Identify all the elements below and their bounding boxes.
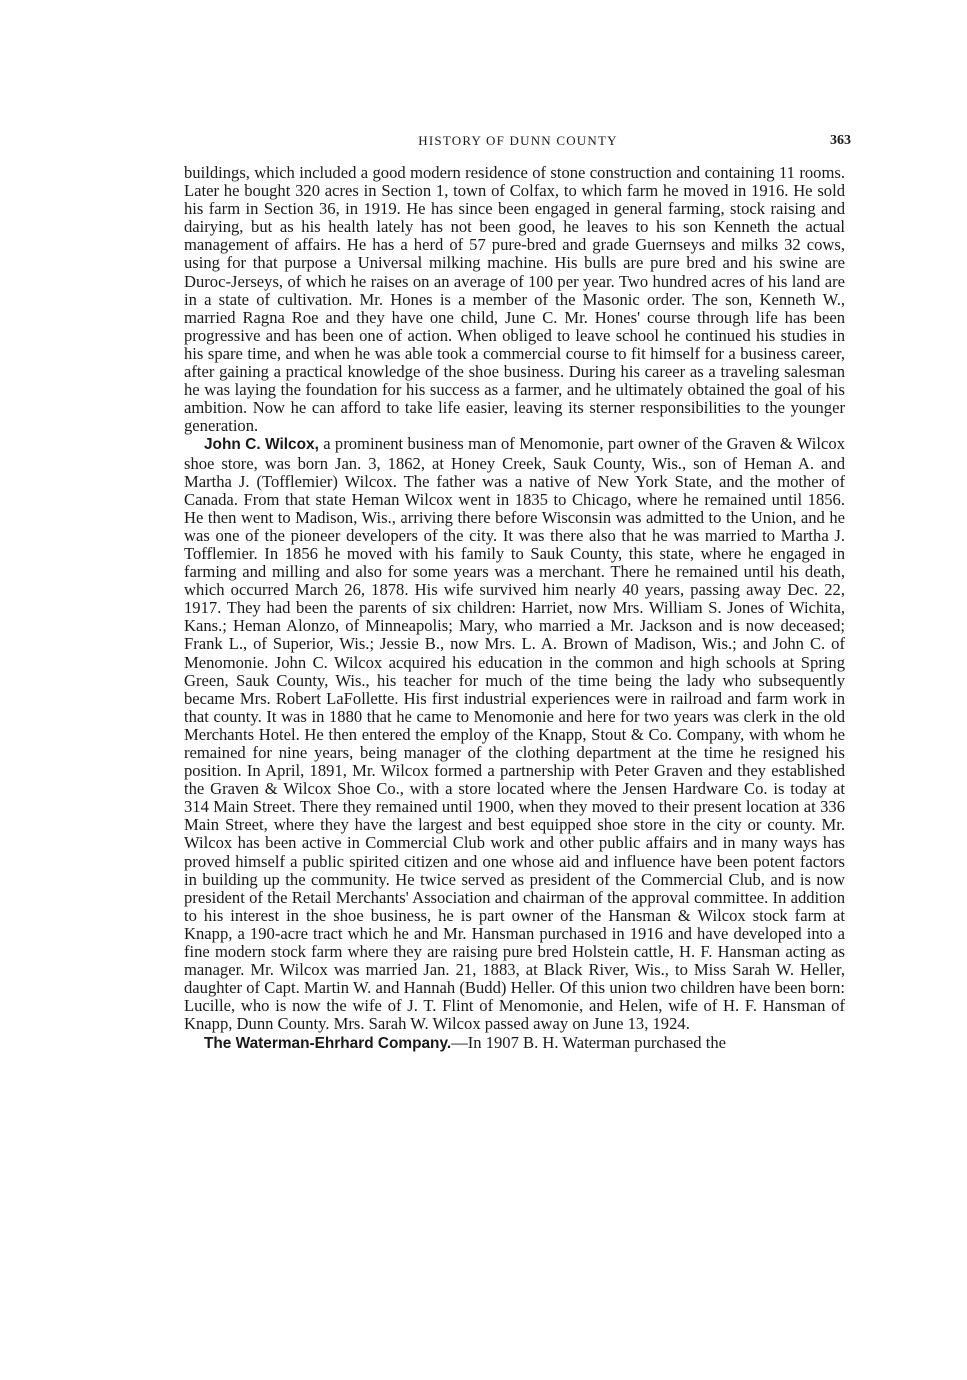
running-title: HISTORY OF DUNN COUNTY <box>418 133 618 148</box>
paragraph-lead: The Waterman-Ehrhard Company. <box>204 1034 452 1052</box>
paragraph-text: buildings, which included a good modern residence of stone construction and containing 11 rooms. Later he bought 320 acres in Section 1, town of Colfax, to which farm he moved in 1916. He sold his farm in Section 36, in 1919. He has since been engaged in general farming, stock raising and dairying, but as his health lately has not been good, he leaves to his son Kenneth the actual management of affairs. He has a herd of 57 pure-bred and grade Guernseys and milks 32 cows, using for that purpose a Universal milking machine. His bulls are pure bred and his swine are Duroc-Jerseys, of which he raises on an average of 100 per year. Two hundred acres of his land are in a state of cultivation. Mr. Hones is a member of the Masonic order. The son, Kenneth W., married Ragna Roe and they have one child, June C. Mr. Hones' course through life has been progressive and has been one of action. When obliged to leave school he continued his studies in his spare time, and when he was able took a commercial course to fit himself for a business career, after gaining a practical knowledge of the shoe business. During his career as a traveling salesman he was laying the foundation for his success as a farmer, and he ultimately obtained the goal of his ambition. Now he can afford to take life easier, leaving its sterner responsibilities to the younger generation. <box>184 163 845 436</box>
page-number: 363 <box>830 133 851 148</box>
paragraph-lead: John C. Wilcox, <box>204 436 319 454</box>
body-text <box>184 164 845 1053</box>
paragraph-text: —In 1907 B. H. Waterman purchased the <box>451 1032 726 1052</box>
paragraph-john-c-wilcox <box>184 435 845 1033</box>
paragraph-text: a prominent business man of Menomonie, part owner of the Graven & Wilcox shoe store, was born Jan. 3, 1862, at Honey Creek, Sauk County, Wis., son of Heman A. and Martha J. (Tofflemier) Wilcox. The father was a native of New York State, and the mother of Canada. From that state Heman Wilcox went in 1835 to Chicago, where he remained until 1856. He then went to Madison, Wis., arriving there before Wisconsin was admitted to the Union, and he was one of the pioneer developers of the city. It was there also that he was married to Martha J. Tofflemier. In 1856 he moved with his family to Sauk County, this state, where he engaged in farming and milling and also for some years was a merchant. There he remained until his death, which occurred March 26, 1878. His wife survived him nearly 40 years, passing away Dec. 22, 1917. They had been the parents of six children: Harriet, now Mrs. William S. Jones of Wichita, Kans.; Heman Alonzo, of Minneapolis; Mary, who married a Mr. Jackson and is now deceased; Frank L., of Superior, Wis.; Jessie B., now Mrs. L. A. Brown of Madison, Wis.; and John C. of Menomonie. John C. Wilcox acquired his education in the common and high schools at Spring Green, Sauk County, Wis., his teacher for much of the time being the lady who subsequently became Mrs. Robert LaFollette. His first industrial experiences were in railroad and farm work in that county. It was in 1880 that he came to Menomonie and here for two years was clerk in the old Merchants Hotel. He then entered the employ of the Knapp, Stout & Co. Company, with whom he remained for nine years, being manager of the clothing department at the time he resigned his position. In April, 1891, Mr. Wilcox formed a partnership with Peter Graven and they established the Graven & Wilcox Shoe Co., with a store located where the Jensen Hardware Co. is today at 314 Main Street. There they remained until 1900, when they moved to their present location at 336 Main Street, where they have the largest and best equipped shoe store in the city or county. Mr. Wilcox has been active in Commercial Club work and other public affairs and in many ways has proved himself a public spirited citizen and one whose aid and influence have been potent factors in building up the community. He twice served as president of the Commercial Club, and is now president of the Retail Merchants' Association and chairman of the approval committee. In addition to his interest in the shoe business, he is part owner of the Hansman & Wilcox stock farm at Knapp, a 190-acre tract which he and Mr. Hansman purchased in 1916 and have developed into a fine modern stock farm where they are raising pure bred Holstein cattle, H. F. Hansman acting as manager. Mr. Wilcox was married Jan. 21, 1883, at Black River, Wis., to Miss Sarah W. Heller, daughter of Capt. Martin W. and Hannah (Budd) Heller. Of this union two children have been born: Lucille, who is now the wife of J. T. Flint of Menomonie, and Helen, wife of H. F. Hansman of Knapp, Dunn County. Mrs. Sarah W. Wilcox passed away on June 13, 1924. <box>184 434 845 1034</box>
paragraph-continuation <box>184 164 845 435</box>
page-header <box>185 131 851 151</box>
paragraph-waterman-ehrhard <box>184 1034 845 1053</box>
